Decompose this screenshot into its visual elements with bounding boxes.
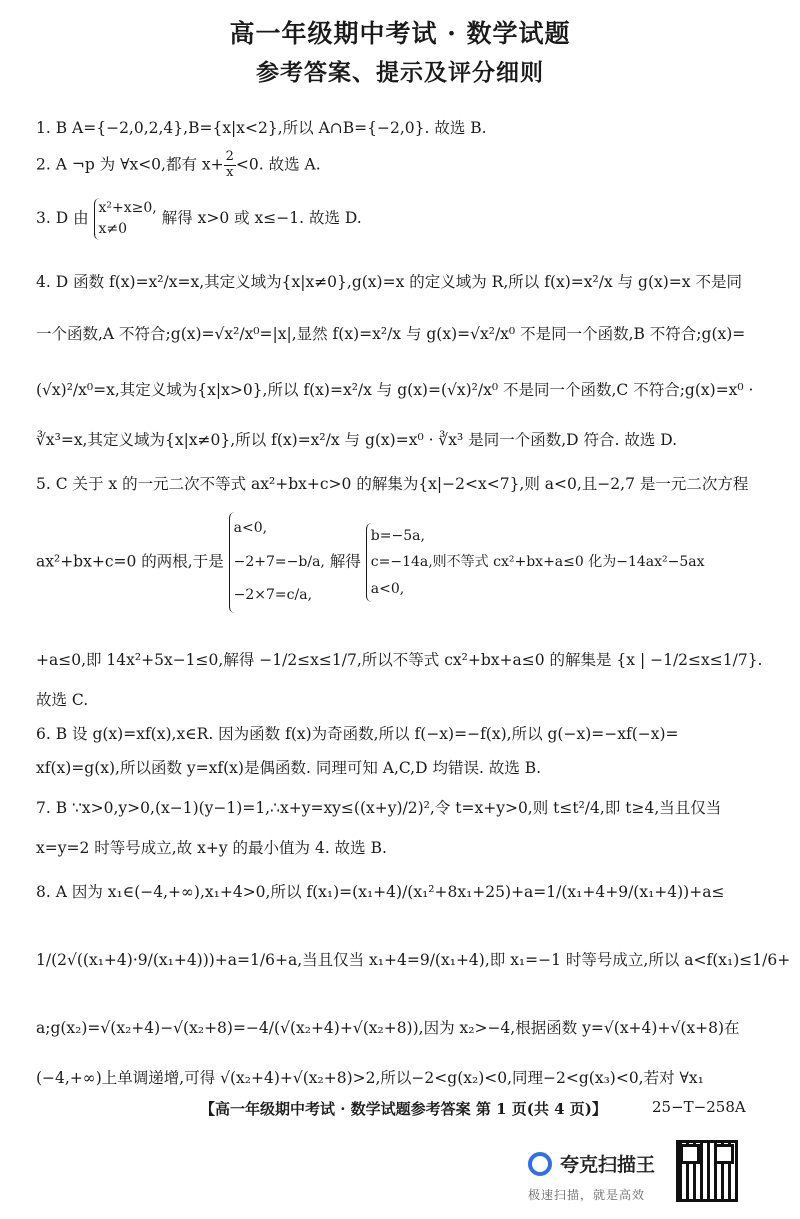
answer-5-text: ax²+bx+c=0 的两根,于是 (36, 552, 224, 571)
answer-2 (36, 150, 321, 181)
answer-3 (36, 198, 362, 240)
system-line: a<0, (370, 580, 405, 597)
system-line: a<0, (233, 520, 268, 536)
fraction-numerator: 2 (225, 149, 234, 164)
answer-4-line-2: 一个函数,A 不符合;g(x)=√x²/x⁰=|x|,显然 f(x)=x²/x 与 g(x)=√x²/x⁰ 不是同一个函数,B 不符合;g(x)= (36, 325, 746, 343)
page-subtitle: 参考答案、提示及评分细则 (256, 59, 544, 86)
answer-8-line-1: 8. A 因为 x₁∈(−4,+∞),x₁+4>0,所以 f(x₁)=(x₁+4)/(x₁²+8x₁+25)+a=1/(x₁+4+9/(x₁+4))+a≤ (36, 883, 725, 901)
answer-8-line-2: 1/(2√((x₁+4)·9/(x₁+4)))+a=1/6+a,当且仅当 x₁+4=9/(x₁+4),即 x₁=−1 时等号成立,所以 a<f(x₁)≤1/6+ (36, 951, 791, 969)
answer-5-solved-label: 解得 (329, 552, 361, 571)
answer-5-line-3: +a≤0,即 14x²+5x−1≤0,解得 −1/2≤x≤1/7,所以不等式 cx²+bx+a≤0 的解集是 {x | −1/2≤x≤1/7}. (36, 651, 763, 669)
answer-5-system-1 (229, 512, 325, 613)
system-line: −2×7=c/a, (233, 587, 313, 604)
fraction-denominator: x (226, 164, 234, 180)
page-title: 高一年级期中考试 · 数学试题 (229, 19, 571, 48)
answer-2-text-a: 2. A ¬p 为 ∀x<0,都有 x+ (36, 155, 224, 174)
system-line: c=−14a,则不等式 cx²+bx+a≤0 化为−14ax²−5ax (370, 554, 705, 571)
answer-5-line-2 (36, 512, 705, 613)
answer-5-line-4: 故选 C. (36, 691, 89, 709)
document-code: 25−T−258A (652, 1098, 746, 1116)
answer-5-system-2 (366, 523, 705, 603)
answer-1: 1. B A={−2,0,2,4},B={x|x<2},所以 A∩B={−2,0}. 故选 B. (36, 119, 487, 137)
answer-2-text-b: <0. 故选 A. (235, 155, 321, 174)
brand-name: 夸克扫描王 (560, 1154, 656, 1176)
answer-6-line-1: 6. B 设 g(x)=xf(x),x∈R. 因为函数 f(x)为奇函数,所以 f(−x)=−f(x),所以 g(−x)=−xf(−x)= (36, 725, 679, 743)
answer-3-text-a: 3. D 由 (36, 209, 89, 227)
system-line: x²+x≥0, (98, 200, 157, 216)
system-line: b=−5a, (370, 527, 425, 544)
system-line: −2+7=−b/a, (233, 553, 325, 570)
quark-logo-icon (528, 1152, 552, 1176)
answer-4-line-3: (√x)²/x⁰=x,其定义域为{x|x>0},所以 f(x)=x²/x 与 g(x)=(√x)²/x⁰ 不是同一个函数,C 不符合;g(x)=x⁰ · (36, 381, 754, 399)
page-footer: 【高一年级期中考试 · 数学试题参考答案 第 1 页(共 4 页)】 (200, 1100, 607, 1118)
qr-code-icon (676, 1140, 738, 1202)
answer-8-line-3: a;g(x₂)=√(x₂+4)−√(x₂+8)=−4/(√(x₂+4)+√(x₂+8)),因为 x₂>−4,根据函数 y=√(x+4)+√(x+8)在 (36, 1019, 740, 1037)
brand-slogan: 极速扫描，就是高效 (528, 1188, 646, 1202)
answer-3-text-b: 解得 x>0 或 x≤−1. 故选 D. (161, 209, 362, 227)
answer-8-line-4: (−4,+∞)上单调递增,可得 √(x₂+4)+√(x₂+8)>2,所以−2<g(x₂)<0,同理−2<g(x₃)<0,若对 ∀x₁ (36, 1069, 704, 1087)
answer-4-line-4: ∛x³=x,其定义域为{x|x≠0},所以 f(x)=x²/x 与 g(x)=x⁰ · ∛x³ 是同一个函数,D 符合. 故选 D. (36, 431, 678, 449)
system-line: x≠0 (98, 221, 128, 237)
answer-2-fraction (224, 150, 236, 181)
answer-5-line-1: 5. C 关于 x 的一元二次不等式 ax²+bx+c>0 的解集为{x|−2<x<7},则 a<0,且−2,7 是一元二次方程 (36, 475, 749, 493)
answer-7-line-1: 7. B ∵x>0,y>0,(x−1)(y−1)=1,∴x+y=xy≤((x+y)/2)²,令 t=x+y>0,则 t≤t²/4,即 t≥4,当且仅当 (36, 799, 722, 817)
answer-3-system (94, 198, 157, 240)
answer-4-line-1: 4. D 函数 f(x)=x²/x=x,其定义域为{x|x≠0},g(x)=x 的定义域为 R,所以 f(x)=x²/x 与 g(x)=x 不是同 (36, 273, 742, 291)
answer-6-line-2: xf(x)=g(x),所以函数 y=xf(x)是偶函数. 同理可知 A,C,D 均错误. 故选 B. (36, 759, 542, 777)
answer-7-line-2: x=y=2 时等号成立,故 x+y 的最小值为 4. 故选 B. (36, 839, 387, 857)
